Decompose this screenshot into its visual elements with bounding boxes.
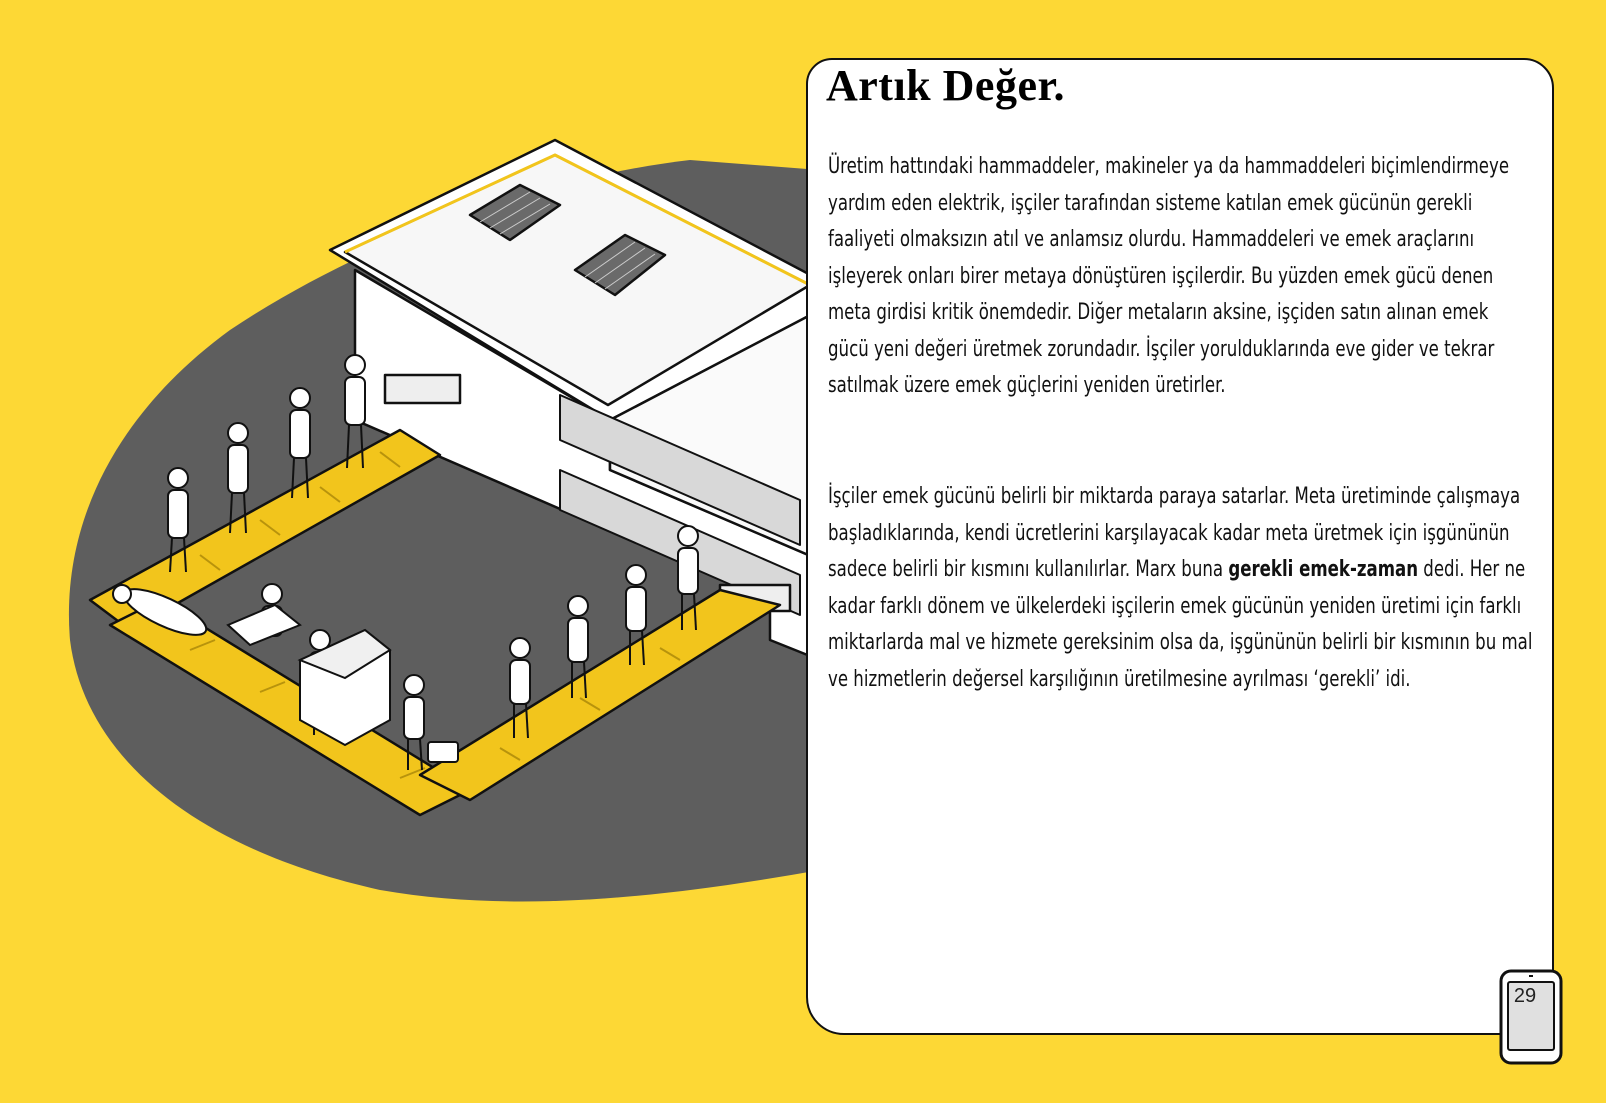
phone-icon — [1498, 968, 1564, 1066]
paragraph-2-emphasis: gerekli emek-zaman — [1228, 556, 1419, 582]
paragraph-2 — [828, 478, 1533, 697]
paragraph-2-end: dedi. Her ne kadar farklı dönem ve ülkelerdeki işçilerin emek gücünün yeniden üretimi için farklı miktarlarda mal ve hizmete gereksinim olsa da, işgününün belirli bir kısmının bu mal ve hizmetlerin değersel karşılığının üretilmesine ayrılması ‘gerekli’ idi. — [828, 556, 1533, 692]
paragraph-1: Üretim hattındaki hammaddeler, makineler ya da hammaddeleri biçimlendirmeye yardım eden elektrik, işçiler tarafından sisteme katılan emek gücünün gerekli faaliyeti olmaksızın atıl ve anlamsız olurdu. Hammaddeleri ve emek araçlarını işleyerek onları birer metaya dönüştüren işçilerdir. Bu yüzden emek gücü denen meta girdisi kritik önemdedir. Diğer metaların aksine, işçiden satın alınan emek gücü yeni değeri üretmek zorundadır. İşçiler yorulduklarında eve gider ve tekrar satılmak üzere emek güçlerini yeniden üretirler. — [828, 153, 1510, 398]
paragraph-2-start: İşçiler emek gücünü belirli bir miktarda paraya satarlar. Meta üretiminde çalışmaya başladıklarında, kendi ücretlerini karşılayacak kadar meta üretmek için işgününün sadece belirli bir kısmını kullanılırlar. Marx buna — [828, 483, 1521, 582]
page-number: 29 — [1513, 985, 1537, 1007]
page-title: Artık Değer. — [826, 61, 1065, 110]
